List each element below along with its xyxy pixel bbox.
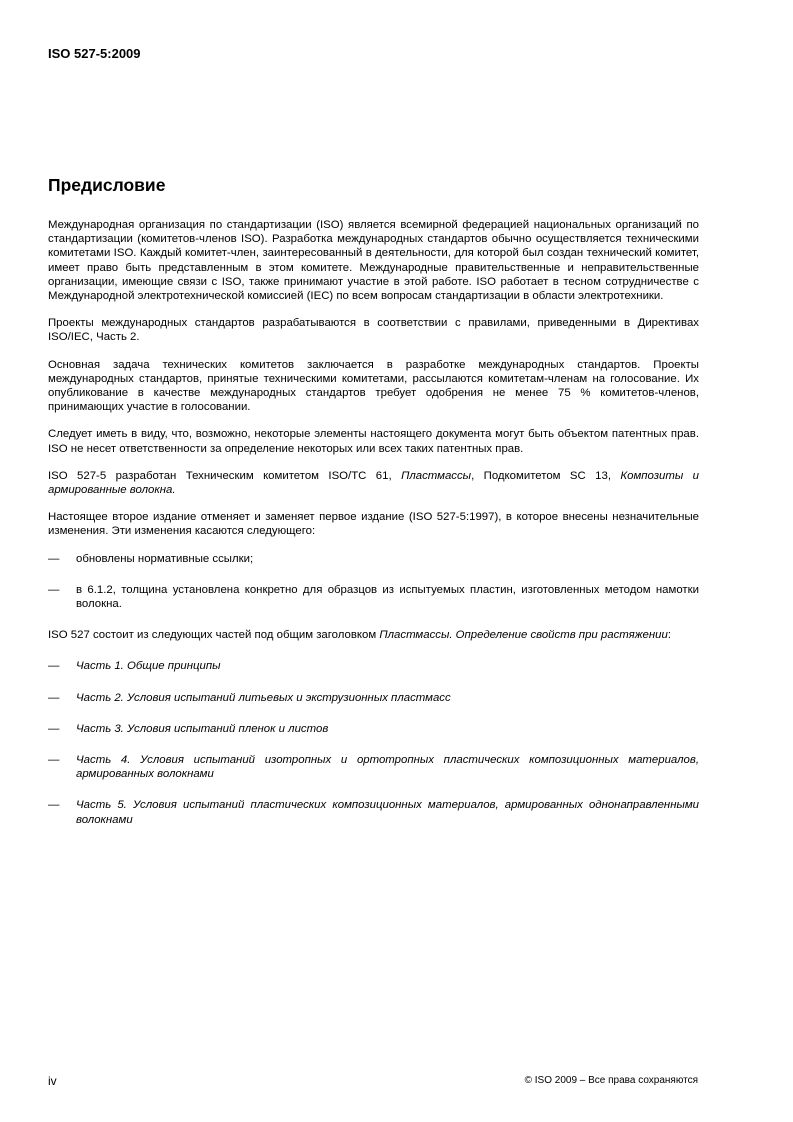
foreword-body [48,218,699,844]
paragraph-iso-organization: Международная организация по стандартизации (ISO) является всемирной федерацией национальных организаций по стандартизации (комитетов-членов ISO). Разработка международных стандартов обычно осуществляется техническими комитетами ISO. Каждый комитет-член, заинтересованный в деятельности, для которой был создан технический комитет, имеет право быть представленным в этом комитете. Международные правительственные и неправительственные организации, имеющие связи с ISO, также принимают участие в этой работе. ISO работает в тесном сотрудничестве с Международной электротехнической комиссией (IEC) по всем вопросам стандартизации в области электротехники. [48,219,699,303]
paragraph-edition-info: Настоящее второе издание отменяет и заменяет первое издание (ISO 527-5:1997), в которое внесены незначительные изменения. Эти изменения касаются следующего: [48,511,699,538]
document-code-header: ISO 527-5:2009 [48,46,141,61]
committee-text: ISO 527-5 разработан Техническим комитетом ISO/TC 61, [48,469,402,482]
paragraph-drafting-rules: Проекты международных стандартов разрабатываются в соответствии с правилами, приведенными в Директивах ISO/IEC, Часть 2. [48,317,699,344]
part-item: — Часть 5. Условия испытаний пластических композиционных материалов, армированных однонаправленными волокнами [48,798,699,826]
page-title: Предисловие [48,175,166,195]
part-item: — Часть 3. Условия испытаний пленок и листов [48,722,699,736]
parts-intro-colon: : [667,629,672,642]
change-item: — обновлены нормативные ссылки; [48,552,699,566]
part-item: — Часть 1. Общие принципы [48,659,699,673]
subcommittee-text: , Подкомитетом SC 13, [471,469,621,482]
change-item: — в 6.1.2, толщина установлена конкретно для образцов из испытуемых пластин, изготовленных методом намотки волокна. [48,583,699,611]
parts-intro-text: ISO 527 состоит из следующих частей под общим заголовком [48,629,380,642]
part-item: — Часть 2. Условия испытаний литьевых и экструзионных пластмасс [48,691,699,705]
paragraph-committee-task: Основная задача технических комитетов заключается в разработке международных стандартов. Проекты международных стандартов, принятые техническими комитетами, рассылаются комитетам-членам на голосование. Их опубликование в качестве международных стандартов требует одобрения не менее 75 % комитетов-членов, принимающих участие в голосовании. [48,358,699,414]
subcommittee-name: Композиты и армированные волокна. [48,469,699,497]
paragraph-committee-info [48,469,699,497]
general-title: Пластмассы. Определение свойств при растяжении [379,629,668,642]
copyright-notice: © ISO 2009 – Все права сохраняются [524,1075,698,1086]
committee-name: Пластмассы [401,469,472,482]
part-item: — Часть 4. Условия испытаний изотропных и ортотропных пластических композиционных материалов, армированных волокнами [48,753,699,781]
page-number: iv [48,1074,57,1088]
paragraph-patent-rights: Следует иметь в виду, что, возможно, некоторые элементы настоящего документа могут быть объектом патентных прав. ISO не несет ответственности за определение некоторых или всех таких патентных прав. [48,428,699,455]
paragraph-parts-intro [48,628,699,642]
